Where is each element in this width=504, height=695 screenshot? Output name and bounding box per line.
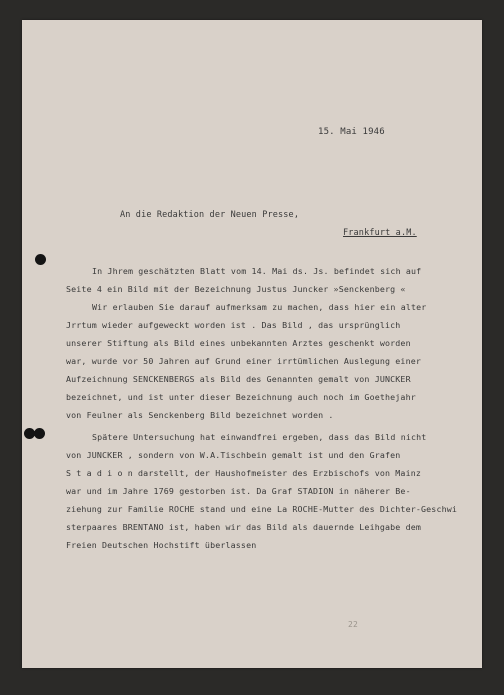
punch-hole <box>34 428 45 439</box>
letter-recipient: An die Redaktion der Neuen Presse, <box>120 210 300 220</box>
body-line: bezeichnet, und ist unter dieser Bezeichnung auch noch im Goethejahr <box>66 392 416 402</box>
body-line: ziehung zur Familie ROCHE stand und eine La ROCHE-Mutter des Dichter-Geschwi <box>66 504 458 514</box>
body-line: Freien Deutschen Hochstift überlassen <box>66 540 257 550</box>
punch-hole <box>35 254 46 265</box>
body-line: von JUNCKER , sondern von W.A.Tischbein gemalt ist und den Grafen <box>66 450 401 460</box>
letter-date: 15. Mai 1946 <box>318 127 385 137</box>
body-line: Seite 4 ein Bild mit der Bezeichnung Justus Juncker »Senckenberg « <box>66 284 406 294</box>
body-line: Spätere Untersuchung hat einwandfrei ergeben, dass das Bild nicht <box>92 432 427 442</box>
body-line: In Jhrem geschätzten Blatt vom 14. Mai ds. Js. befindet sich auf <box>92 266 422 276</box>
page-number: 22 <box>348 620 358 629</box>
body-line: Wir erlauben Sie darauf aufmerksam zu machen, dass hier ein alter <box>92 302 427 312</box>
body-line: unserer Stiftung als Bild eines unbekannten Arztes geschenkt worden <box>66 338 411 348</box>
body-line: S t a d i o n darstellt, der Haushofmeister des Erzbischofs von Mainz <box>66 468 422 478</box>
letter-place: Frankfurt a.M. <box>343 228 417 238</box>
body-line: sterpaares BRENTANO ist, haben wir das Bild als dauernde Leihgabe dem <box>66 522 422 532</box>
body-line: war und im Jahre 1769 gestorben ist. Da Graf STADION in näherer Be- <box>66 486 411 496</box>
body-line: Aufzeichnung SENCKENBERGS als Bild des Genannten gemalt von JUNCKER <box>66 374 411 384</box>
body-line: von Feulner als Senckenberg Bild bezeichnet worden . <box>66 410 334 420</box>
body-line: Jrrtum wieder aufgeweckt worden ist . Das Bild , das ursprünglich <box>66 320 401 330</box>
body-line: war, wurde vor 50 Jahren auf Grund einer irrtümlichen Auslegung einer <box>66 356 422 366</box>
